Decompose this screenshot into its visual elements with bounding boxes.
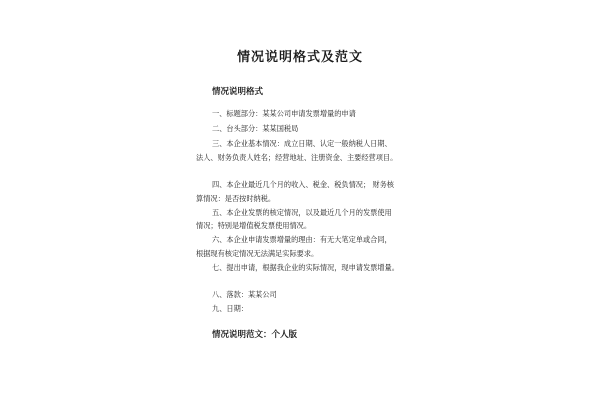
format-line-2: 二、台头部分：某某国税局 (212, 124, 299, 133)
format-line-3: 三、本企业基本情况：成立日期、认定一般纳税人日期、 (212, 139, 392, 148)
format-line-4: 四、本企业最近几个月的收入、税金、税负情况； 财务核 (212, 180, 394, 189)
format-section-heading: 情况说明格式 (212, 87, 264, 97)
format-line-3-cont: 法人、财务负责人姓名；经营地址、注册资金、主要经营项目。 (196, 153, 398, 162)
format-line-9: 九、日期： (212, 304, 248, 313)
format-line-5-cont: 情况；特别是增值税发票使用情况。 (196, 221, 312, 230)
sample-section-heading: 情况说明范文：个人版 (212, 330, 298, 340)
format-line-5: 五、本企业发票的核定情况，以及最近几个月的发票使用 (212, 208, 392, 217)
format-line-6: 六、本企业申请发票增量的理由：有无大笔定单或合同， (212, 235, 392, 244)
format-line-7: 七、提出申请，根据我企业的实际情况，现申请发票增量。 (212, 263, 399, 272)
format-line-8: 八、落款：某某公司 (212, 290, 277, 299)
format-line-4-cont: 算情况：是否按时纳税。 (196, 194, 276, 203)
format-line-1: 一、标题部分：某某公司申请发票增量的申请 (212, 109, 356, 118)
format-line-6-cont: 根据现有核定情况无法满足实际要求。 (196, 249, 319, 258)
document-title: 情况说明格式及范文 (236, 50, 363, 65)
